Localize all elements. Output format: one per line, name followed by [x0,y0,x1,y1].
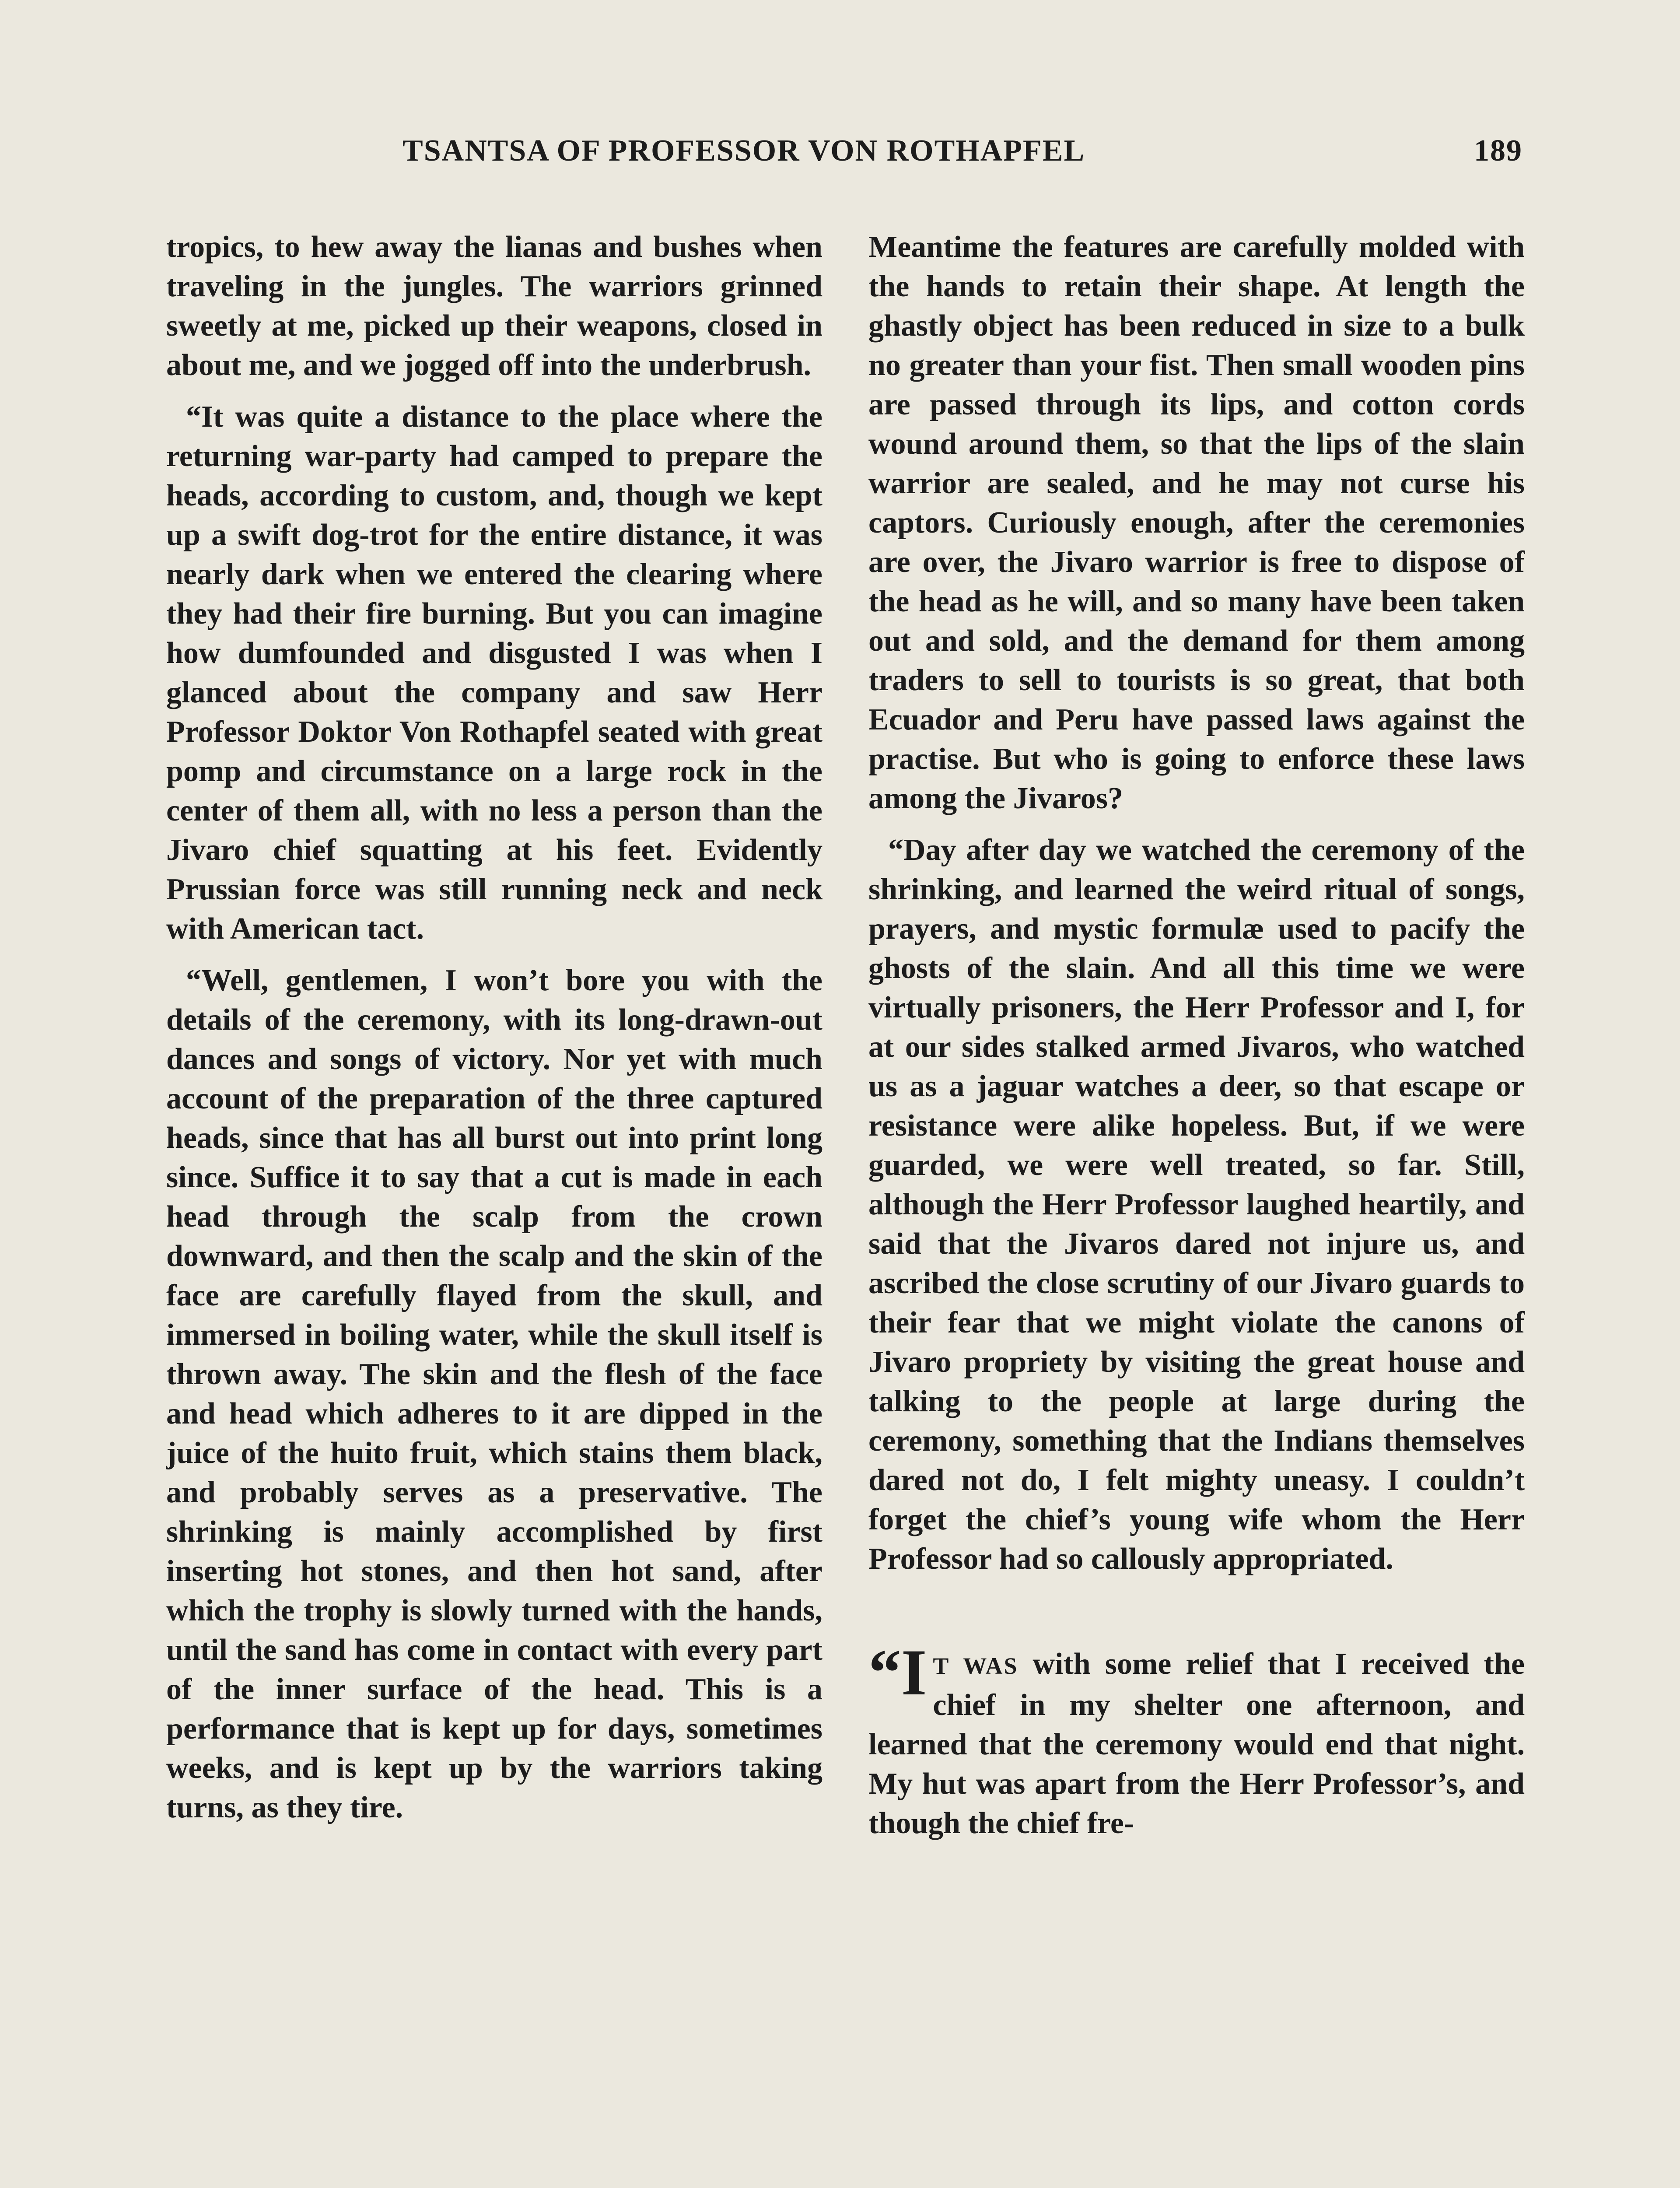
paragraph: “Well, gentlemen, I won’t bore you with the details of the ceremony, with its long-drawn-out dances and songs of victory. Nor yet with much account of the preparation of the three captured heads, since that has all burst out into print long since. Suffice it to say that a cut is made in each head through the scalp from the crown downward, and then the scalp and the skin of the face are carefully flayed from the skull, and immersed in boiling water, while the skull itself is thrown away. The skin and the flesh of the face and head which adheres to it are dipped in the juice of the huito fruit, which stains them black, and probably serves as a preservative. The shrinking is mainly accomplished by first inserting hot stones, and then hot sand, after which the trophy is slowly turned with the hands, until the sand has come in contact with every part of the inner surface of the head. This is a performance that is kept up for days, sometimes weeks, and is kept up by the warriors taking turns, as they tire. [166,964,822,1824]
running-title: TSANTSA OF PROFESSOR VON ROTHAPFEL [402,134,1085,168]
page-number: 189 [1474,134,1522,168]
paragraph: “Day after day we watched the ceremony of the shrinking, and learned the weird ritual of songs, prayers, and mystic formulæ used to pacify the ghosts of the slain. And all this time we were virtually prisoners, the Herr Professor and I, for at our sides stalked armed Jivaros, who watched us as a jaguar watches a deer, so that escape or resistance were alike hopeless. But, if we were guarded, we were well treated, so far. Still, although the Herr Professor laughed heartily, and said that the Jivaros dared not injure us, and ascribed the close scrutiny of our Jivaro guards to their fear that we might violate the canons of Jivaro propriety by visiting the great house and talking to the people at large during the ceremony, something that the Indians themselves dared not do, I felt mighty uneasy. I couldn’t forget the chief’s young wife whom the Herr Professor had so callously appropriated. [868,833,1525,1576]
page-header [402,133,1522,182]
right-column [868,228,1525,1843]
section-opening-paragraph [868,1636,1525,1843]
paragraph: Meantime the features are carefully molded with the hands to retain their shape. At length the ghastly object has been reduced in size to a bulk no greater than your fist. Then small wooden pins are passed through its lips, and cotton cords wound around them, so that the lips of the slain warrior are sealed, and he may not curse his captors. Curiously enough, after the ceremonies are over, the Jivaro warrior is free to dispose of the head as he will, and so many have been taken out and sold, and the demand for them among traders to sell to tourists is so great, that both Ecuador and Peru have passed laws against the practise. But who is going to enforce these laws among the Jivaros? [868,230,1525,815]
paragraph: tropics, to hew away the lianas and bushes when traveling in the jungles. The warriors grinned sweetly at me, picked up their weapons, closed in about me, and we jogged off into the underbrush. [166,230,822,382]
drop-cap [868,1636,927,1709]
small-caps-lead: T WAS [933,1653,1018,1679]
paragraph: “It was quite a distance to the place where the returning war-party had camped to prepare the heads, according to custom, and, though we kept up a swift dog-trot for the entire distance, it was nearly dark when we entered the clearing where they had their fire burning. But you can imagine how dumfounded and disgusted I was when I glanced about the company and saw Herr Professor Doktor Von Rothapfel seated with great pomp and circumstance on a large rock in the center of them all, with no less a person than the Jivaro chief squatting at his feet. Evidently Prussian force was still running neck and neck with American tact. [166,400,822,946]
paragraph-text: with some relief that I received the chief in my shelter one afternoon, and learned that the ceremony would end that night. My hut was apart from the Herr Professor’s, and though the chief fre- [868,1647,1525,1840]
left-column [166,228,822,1827]
drop-cap-letter: I [901,1636,927,1709]
opening-quote: “ [868,1636,901,1709]
